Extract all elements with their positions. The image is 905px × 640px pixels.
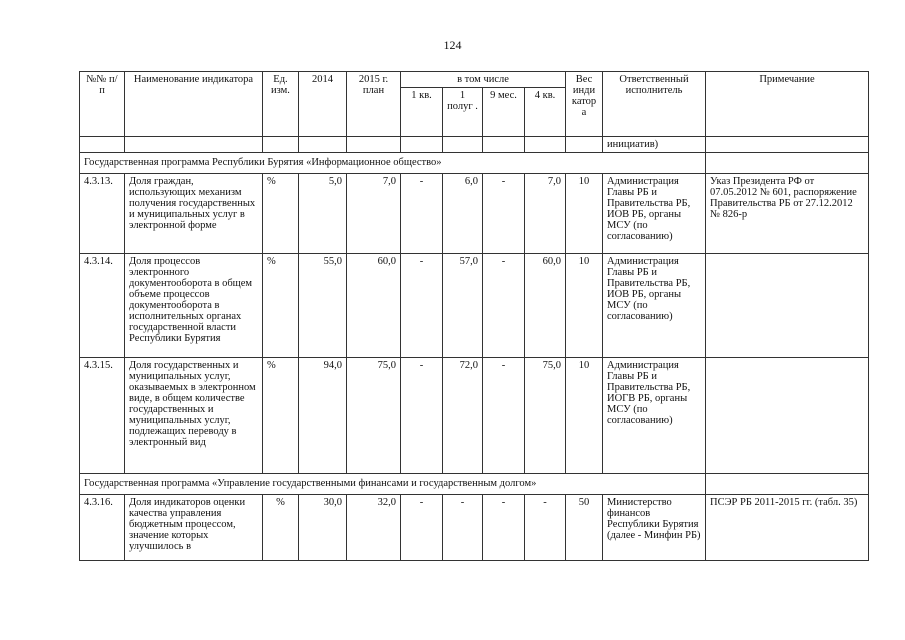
cell-weight: 10 bbox=[566, 174, 603, 254]
cell-2014: 94,0 bbox=[299, 358, 347, 474]
cell-2015: 60,0 bbox=[347, 254, 401, 358]
cell-responsible: Администрация Главы РБ и Правительства РБ, ИОВ РБ, органы МСУ (по согласованию) bbox=[603, 174, 706, 254]
header-note: Примечание bbox=[706, 72, 869, 137]
cell-2015: 7,0 bbox=[347, 174, 401, 254]
cell-num: 4.3.13. bbox=[80, 174, 125, 254]
header-q1: 1 кв. bbox=[401, 88, 443, 137]
section-row bbox=[80, 474, 869, 495]
cell-q1: - bbox=[401, 358, 443, 474]
header-name: Наименование индикатора bbox=[125, 72, 263, 137]
header-including: в том числе bbox=[401, 72, 566, 88]
cell-note: ПСЭР РБ 2011-2015 гг. (табл. 35) bbox=[706, 495, 869, 561]
header-unit: Ед. изм. bbox=[263, 72, 299, 137]
cell-q4: - bbox=[525, 495, 566, 561]
cell-responsible: Администрация Главы РБ и Правительства РБ, ИОВ РБ, органы МСУ (по согласованию) bbox=[603, 254, 706, 358]
section-title: Государственная программа «Управление государственными финансами и государственным долгом» bbox=[80, 474, 706, 495]
cell-note bbox=[706, 254, 869, 358]
cell-q1: - bbox=[401, 174, 443, 254]
cell-name: Доля государственных и муниципальных услуг, оказываемых в электронном виде, в общем количестве государственных и муниципальных услуг, подлежащих переводу в электронный вид bbox=[125, 358, 263, 474]
cell-num: 4.3.14. bbox=[80, 254, 125, 358]
cell-h1: 72,0 bbox=[443, 358, 483, 474]
cell-responsible: Министерство финансов Республики Бурятия (далее - Минфин РБ) bbox=[603, 495, 706, 561]
cell-2015: 32,0 bbox=[347, 495, 401, 561]
cell-q4: 75,0 bbox=[525, 358, 566, 474]
cell-name: Доля индикаторов оценки качества управления бюджетным процессом, значение которых улучшилось в bbox=[125, 495, 263, 561]
cell-weight: 10 bbox=[566, 254, 603, 358]
cell-weight: 10 bbox=[566, 358, 603, 474]
cell-name: Доля процессов электронного документооборота в общем объеме процессов документооборота в исполнительных органах государственной власти Республики Бурятия bbox=[125, 254, 263, 358]
table-row bbox=[80, 174, 869, 254]
cell-unit: % bbox=[263, 495, 299, 561]
indicators-table bbox=[79, 71, 869, 561]
cell-note: Указ Президента РФ от 07.05.2012 № 601, распоряжение Правительства РБ от 27.12.2012 № 826-р bbox=[706, 174, 869, 254]
cell-q1: - bbox=[401, 495, 443, 561]
cell-num: 4.3.16. bbox=[80, 495, 125, 561]
cell-2014: 5,0 bbox=[299, 174, 347, 254]
cell-9m: - bbox=[483, 358, 525, 474]
header-2014: 2014 bbox=[299, 72, 347, 137]
cell-q1: - bbox=[401, 254, 443, 358]
cell-9m: - bbox=[483, 174, 525, 254]
header-num: №№ п/п bbox=[80, 72, 125, 137]
cell-unit: % bbox=[263, 254, 299, 358]
cell-9m: - bbox=[483, 254, 525, 358]
cell-weight: 50 bbox=[566, 495, 603, 561]
section-title: Государственная программа Республики Бурятия «Информационное общество» bbox=[80, 153, 706, 174]
cell-2015: 75,0 bbox=[347, 358, 401, 474]
cell-name: Доля граждан, использующих механизм получения государственных и муниципальных услуг в электронной форме bbox=[125, 174, 263, 254]
cell-q4: 60,0 bbox=[525, 254, 566, 358]
continuation-text: инициатив) bbox=[603, 137, 706, 153]
cell-h1: - bbox=[443, 495, 483, 561]
cell-2014: 30,0 bbox=[299, 495, 347, 561]
cell-q4: 7,0 bbox=[525, 174, 566, 254]
page-number: 124 bbox=[443, 38, 462, 52]
table-row bbox=[80, 254, 869, 358]
table-row bbox=[80, 358, 869, 474]
cell-num: 4.3.15. bbox=[80, 358, 125, 474]
table-row-continuation bbox=[80, 137, 869, 153]
cell-responsible: Администрация Главы РБ и Правительства РБ, ИОГВ РБ, органы МСУ (по согласованию) bbox=[603, 358, 706, 474]
cell-note bbox=[706, 358, 869, 474]
cell-h1: 6,0 bbox=[443, 174, 483, 254]
cell-h1: 57,0 bbox=[443, 254, 483, 358]
cell-unit: % bbox=[263, 174, 299, 254]
header-responsible: Ответственный исполнитель bbox=[603, 72, 706, 137]
header-q4: 4 кв. bbox=[525, 88, 566, 137]
section-row bbox=[80, 153, 869, 174]
cell-2014: 55,0 bbox=[299, 254, 347, 358]
cell-unit: % bbox=[263, 358, 299, 474]
header-2015-plan: 2015 г. план bbox=[347, 72, 401, 137]
cell-9m: - bbox=[483, 495, 525, 561]
header-weight: Вес инди катор а bbox=[566, 72, 603, 137]
table-row bbox=[80, 495, 869, 561]
header-9m: 9 мес. bbox=[483, 88, 525, 137]
header-h1: 1 полуг . bbox=[443, 88, 483, 137]
